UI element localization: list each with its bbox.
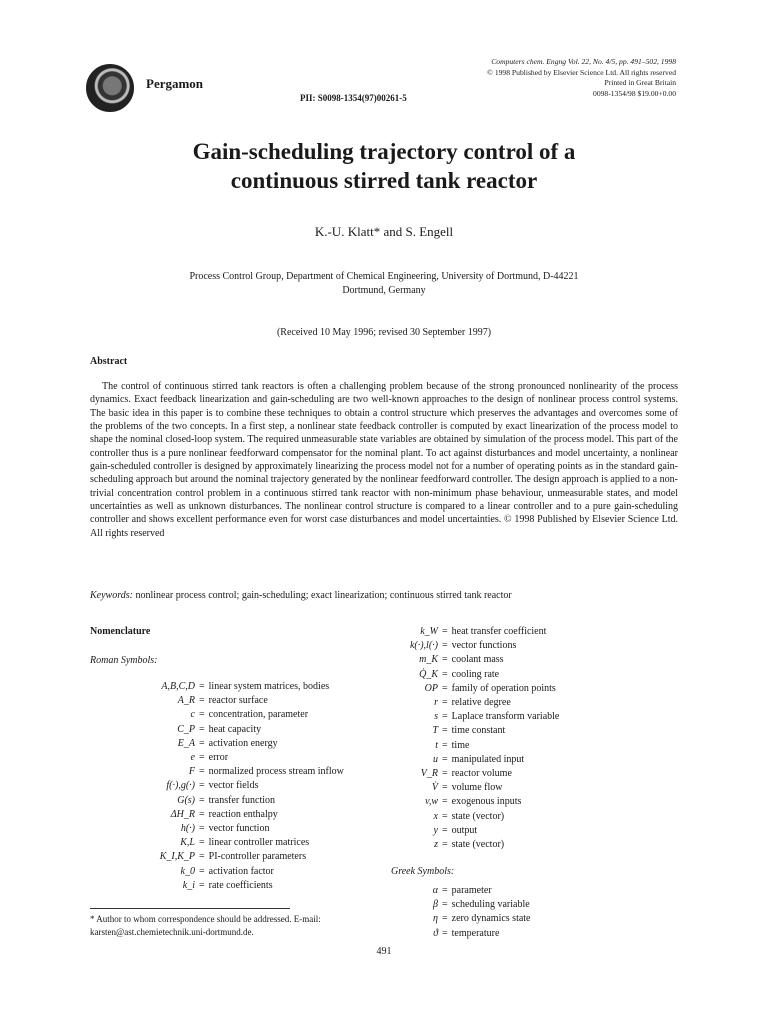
- affiliation-line: Dortmund, Germany: [342, 285, 426, 296]
- nomenclature-definition: output: [451, 824, 478, 836]
- nomenclature-definition: error: [208, 752, 229, 764]
- nomenclature-symbol: G(s): [177, 794, 195, 806]
- nomenclature-definition: coolant mass: [451, 654, 504, 666]
- nomenclature-row: [80, 850, 344, 864]
- nomenclature-definition: temperature: [451, 927, 500, 939]
- nomenclature-symbol: β: [433, 899, 438, 911]
- nomenclature-symbol: k(·),l(·): [409, 640, 438, 652]
- nomenclature-definition: reaction enthalpy: [208, 808, 278, 820]
- price-line: 0098-1354/98 $19.00+0.00: [593, 88, 676, 98]
- nomenclature-definition: scheduling variable: [451, 899, 530, 911]
- nomenclature-symbol: u: [433, 753, 438, 765]
- nomenclature-symbol: α: [432, 885, 438, 896]
- nomenclature-symbol: V̇: [431, 782, 438, 794]
- nomenclature-heading: Nomenclature: [90, 626, 151, 637]
- nomenclature-symbol: A_R: [177, 695, 195, 707]
- nomenclature-symbol: f(·),g(·): [166, 780, 195, 792]
- nomenclature-symbol: ϑ: [433, 927, 438, 939]
- equals-sign: =: [442, 839, 448, 851]
- equals-sign: =: [442, 885, 448, 896]
- nomenclature-row: [380, 898, 531, 912]
- roman-symbols-heading: Roman Symbols:: [90, 655, 158, 666]
- nomenclature-definition: linear controller matrices: [208, 837, 310, 849]
- equals-sign: =: [442, 927, 448, 939]
- nomenclature-symbol: F: [188, 766, 195, 778]
- nomenclature-definition: vector fields: [208, 780, 259, 792]
- affiliation-line: Process Control Group, Department of Chemical Engineering, University of Dortmund, D-44221: [189, 271, 579, 282]
- publisher-name: Pergamon: [146, 76, 204, 91]
- footnote-line: * Author to whom correspondence should be addressed. E-mail:: [90, 914, 321, 924]
- equals-sign: =: [199, 780, 205, 792]
- nomenclature-row: [80, 680, 344, 694]
- equals-sign: =: [442, 739, 448, 751]
- publisher-logo-icon: [86, 64, 134, 112]
- equals-sign: =: [442, 725, 448, 737]
- nomenclature-symbol: k_i: [182, 879, 195, 891]
- nomenclature-row: [80, 751, 344, 765]
- nomenclature-symbol: T: [432, 725, 438, 737]
- nomenclature-row: [380, 810, 559, 824]
- nomenclature-symbol: m_K: [419, 654, 438, 666]
- nomenclature-definition: concentration, parameter: [208, 709, 309, 721]
- nomenclature-row: [80, 708, 344, 722]
- equals-sign: =: [199, 695, 205, 707]
- nomenclature-row: [380, 696, 559, 710]
- nomenclature-row: [80, 765, 344, 779]
- equals-sign: =: [442, 913, 448, 925]
- nomenclature-row: [380, 682, 559, 696]
- nomenclature-symbol: c: [190, 709, 195, 721]
- equals-sign: =: [199, 794, 205, 806]
- equals-sign: =: [199, 723, 205, 735]
- nomenclature-row: [380, 884, 531, 898]
- nomenclature-definition: cooling rate: [451, 668, 500, 680]
- equals-sign: =: [199, 737, 205, 749]
- authors: K.-U. Klatt* and S. Engell: [314, 224, 454, 239]
- nomenclature-definition: rate coefficients: [208, 879, 273, 891]
- nomenclature-row: [380, 838, 559, 852]
- nomenclature-symbol: s: [434, 711, 438, 723]
- received-dates: (Received 10 May 1996; revised 30 September 1997): [276, 327, 492, 338]
- abstract-text: The control of continuous stirred tank reactors is often a challenging problem because of the strong pronounced nonlinearity of the process dynamics. Exact feedback linearization and gain-scheduling are two well-known approaches to the design of nonlinear process control systems. The basic idea in this paper is to combine these techniques to obtain a control structure which preserves the advantages and overcomes some of the problems of the two concepts. In a first step, a nonlinear state feedback controller is computed by exact linearization of the process model to shape the nominal closed-loop system. The required unmeasurable state variables are obtained by simulation of the process model. This part of the controller thus is a pure nonlinear feedforward compensator for the nominal plant. To act against disturbances and model uncertainty, a nonlinear gain-scheduled controller is designed by approximately linearizing the process model not for a number of operating points as in the standard gain-scheduling approach but around the nominal trajectory generated by the nonlinear feedforward controller. The design approach is applied to a non-trivial concentration control problem in a continuous stirred tank reactor with non-minimum phase behaviour, unmeasurable states, and model uncertainties as well as unknown disturbances. The nonlinear control structure is compared to a linear controller and to a pure gain-scheduling controller and shows excellent performance even for worst case disturbances and model uncertainties. © 1998 Published by Elsevier Science Ltd. All rights reserved: [90, 381, 678, 539]
- nomenclature-definition: reactor surface: [208, 695, 268, 707]
- greek-symbols-list: [380, 884, 531, 941]
- nomenclature-definition: zero dynamics state: [451, 913, 531, 925]
- nomenclature-row: [80, 779, 344, 793]
- equals-sign: =: [442, 810, 448, 822]
- equals-sign: =: [199, 879, 205, 891]
- nomenclature-definition: state (vector): [451, 810, 505, 822]
- nomenclature-row: [380, 781, 559, 795]
- nomenclature-symbol: y: [433, 824, 438, 836]
- nomenclature-definition: time: [451, 739, 470, 751]
- nomenclature-definition: Laplace transform variable: [451, 711, 560, 723]
- equals-sign: =: [199, 823, 205, 835]
- nomenclature-symbol: e: [190, 752, 195, 764]
- roman-symbols-list-left: [80, 680, 344, 893]
- nomenclature-symbol: K_I,K_P: [159, 851, 195, 863]
- roman-symbols-list-right: [380, 625, 559, 852]
- nomenclature-definition: relative degree: [451, 697, 511, 709]
- affiliation: [0, 270, 768, 298]
- nomenclature-symbol: C_P: [177, 723, 195, 735]
- equals-sign: =: [199, 808, 205, 820]
- nomenclature-definition: heat capacity: [208, 723, 262, 735]
- nomenclature-symbol: k_0: [180, 865, 195, 877]
- nomenclature-definition: parameter: [451, 885, 492, 896]
- nomenclature-row: [380, 739, 559, 753]
- nomenclature-definition: PI-controller parameters: [208, 851, 307, 863]
- nomenclature-symbol: V_R: [420, 768, 438, 780]
- nomenclature-row: [380, 625, 559, 639]
- equals-sign: =: [442, 899, 448, 911]
- nomenclature-symbol: E_A: [177, 737, 195, 749]
- nomenclature-symbol: t: [435, 739, 438, 751]
- nomenclature-symbol: ΔH_R: [170, 808, 195, 820]
- equals-sign: =: [442, 682, 448, 694]
- nomenclature-definition: state (vector): [451, 839, 505, 851]
- equals-sign: =: [442, 626, 448, 637]
- nomenclature-row: [380, 668, 559, 682]
- nomenclature-definition: heat transfer coefficient: [451, 626, 547, 637]
- equals-sign: =: [442, 640, 448, 652]
- nomenclature-definition: time constant: [451, 725, 506, 737]
- title-line: continuous stirred tank reactor: [230, 168, 538, 193]
- journal-info: [487, 57, 676, 99]
- nomenclature-row: [380, 927, 531, 941]
- nomenclature-row: [380, 824, 559, 838]
- nomenclature-row: [80, 808, 344, 822]
- equals-sign: =: [442, 711, 448, 723]
- nomenclature-symbol: v,w: [425, 796, 438, 808]
- nomenclature-symbol: K,L: [180, 837, 195, 849]
- nomenclature-row: [380, 639, 559, 653]
- equals-sign: =: [442, 768, 448, 780]
- equals-sign: =: [442, 782, 448, 794]
- equals-sign: =: [199, 837, 205, 849]
- nomenclature-symbol: z: [434, 839, 438, 851]
- nomenclature-symbol: h(·): [180, 823, 195, 835]
- nomenclature-row: [80, 836, 344, 850]
- equals-sign: =: [442, 824, 448, 836]
- paper-title: [0, 137, 768, 195]
- copyright-line: © 1998 Published by Elsevier Science Ltd. All rights reserved: [487, 67, 676, 77]
- equals-sign: =: [442, 697, 448, 709]
- footnote: [90, 913, 321, 939]
- nomenclature-row: [80, 865, 344, 879]
- pii-code: PII: S0098-1354(97)00261-5: [300, 93, 407, 103]
- abstract-heading: Abstract: [90, 356, 128, 367]
- title-line: Gain-scheduling trajectory control of a: [192, 139, 576, 164]
- nomenclature-definition: exogenous inputs: [451, 796, 522, 808]
- footnote-divider: [90, 908, 290, 909]
- nomenclature-definition: activation factor: [208, 865, 274, 877]
- equals-sign: =: [199, 752, 205, 764]
- greek-symbols-heading: Greek Symbols:: [391, 866, 455, 877]
- nomenclature-definition: manipulated input: [451, 753, 525, 765]
- nomenclature-row: [380, 653, 559, 667]
- nomenclature-row: [80, 879, 344, 893]
- nomenclature-definition: normalized process stream inflow: [208, 766, 344, 778]
- nomenclature-row: [80, 737, 344, 751]
- equals-sign: =: [199, 709, 205, 721]
- nomenclature-row: [80, 794, 344, 808]
- equals-sign: =: [199, 865, 205, 877]
- equals-sign: =: [442, 753, 448, 765]
- nomenclature-symbol: η: [433, 913, 438, 925]
- nomenclature-row: [380, 710, 559, 724]
- nomenclature-row: [380, 767, 559, 781]
- keywords: [90, 590, 512, 601]
- nomenclature-row: [380, 795, 559, 809]
- equals-sign: =: [199, 766, 205, 778]
- nomenclature-row: [380, 724, 559, 738]
- equals-sign: =: [199, 681, 205, 692]
- nomenclature-symbol: k_W: [420, 626, 438, 637]
- nomenclature-symbol: Q̇_K: [419, 668, 438, 680]
- nomenclature-definition: volume flow: [451, 782, 503, 794]
- nomenclature-definition: vector function: [208, 823, 270, 835]
- nomenclature-definition: activation energy: [208, 737, 278, 749]
- nomenclature-symbol: r: [434, 697, 438, 709]
- footnote-line: karsten@ast.chemietechnik.uni-dortmund.de.: [90, 927, 254, 937]
- nomenclature-symbol: x: [433, 810, 438, 822]
- nomenclature-symbol: A,B,C,D: [161, 681, 195, 692]
- nomenclature-row: [80, 822, 344, 836]
- equals-sign: =: [442, 668, 448, 680]
- equals-sign: =: [442, 796, 448, 808]
- nomenclature-row: [80, 723, 344, 737]
- keywords-label: Keywords:: [90, 590, 133, 601]
- equals-sign: =: [199, 851, 205, 863]
- nomenclature-definition: transfer function: [208, 794, 276, 806]
- nomenclature-definition: linear system matrices, bodies: [208, 681, 330, 692]
- nomenclature-row: [380, 753, 559, 767]
- journal-citation: Computers chem. Engng Vol. 22, No. 4/5, pp. 491–502, 1998: [491, 57, 676, 66]
- nomenclature-definition: family of operation points: [451, 682, 556, 694]
- equals-sign: =: [442, 654, 448, 666]
- nomenclature-symbol: OP: [424, 682, 438, 694]
- keywords-text: nonlinear process control; gain-scheduling; exact linearization; continuous stirred tank reactor: [135, 590, 512, 601]
- nomenclature-definition: vector functions: [451, 640, 517, 652]
- nomenclature-row: [380, 912, 531, 926]
- nomenclature-row: [80, 694, 344, 708]
- nomenclature-definition: reactor volume: [451, 768, 512, 780]
- page-number: 491: [376, 946, 392, 957]
- printed-line: Printed in Great Britain: [604, 78, 676, 87]
